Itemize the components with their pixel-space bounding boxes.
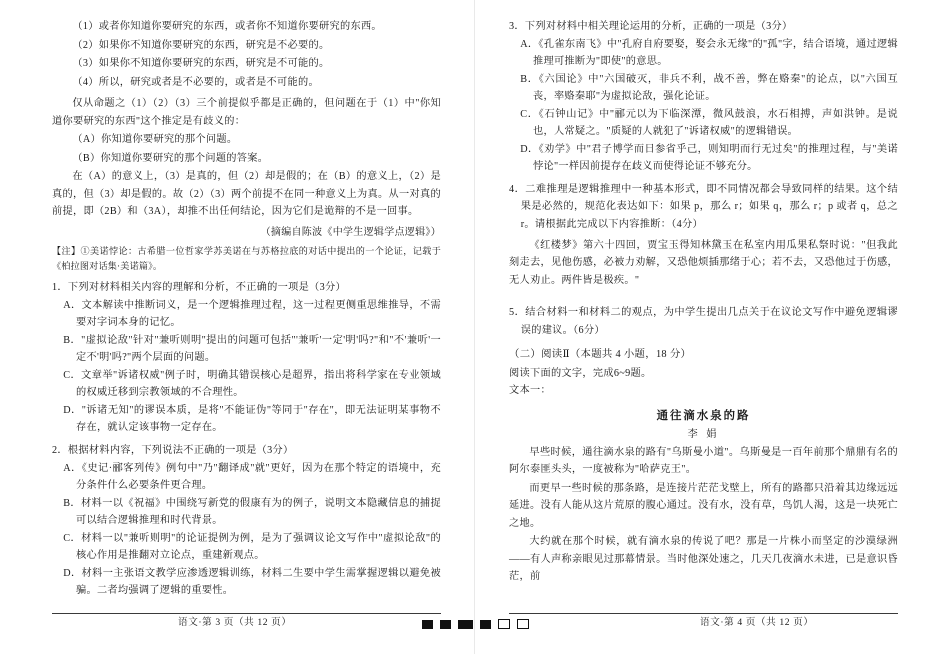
article-paragraph-2: 而更早一些时候的那条路，是连接片茫茫戈壁上，所有的路都只沿着其边缘远远延进。没有人能从这片荒原的腹心通过。没有水，没有草，鸟饥人渴，这是一块死亡之地。	[509, 482, 898, 529]
section-title: （二）阅读Ⅱ（本题共 4 小题，18 分）	[509, 349, 692, 361]
question-1-number: 1	[52, 282, 58, 294]
question-3-option-c: C．《石钟山记》中"郦元以为下临深潭，微风鼓浪，水石相搏，声如洪钟。是说也，人常疑之。"质疑的人就犯了"诉诸权威"的逻辑错误。	[520, 108, 898, 138]
question-1-option-d: D．"诉诸无知"的谬误本质，是将"不能证伪"等同于"存在"，即无法证明某事物不存在，就认定该事物一定存在。	[63, 404, 441, 434]
question-5-stem: 5．结合材料一和材料二的观点，为中学生提出几点关于在议论文写作中避免逻辑谬误的建议。（6分）	[509, 307, 898, 336]
question-2-option-a: A．《史记·郦客列传》例句中"乃"翻译成"就"更好，因为在那个特定的语境中，充分条件什么必要条件更合理。	[63, 462, 441, 492]
text-label: 文本一：	[509, 385, 551, 397]
source-attribution: （摘编自陈波《中学生逻辑学点逻辑》）	[260, 227, 441, 239]
body-paragraph-3: （B）你知道你要研究的那个问题的答案。	[72, 152, 269, 164]
question-2	[52, 442, 441, 600]
section-instruction: 阅读下面的文字，完成6~9题。	[509, 367, 652, 379]
question-2-text: 根据材料内容，下列说法不正确的一项是（3分）	[67, 445, 294, 457]
right-page-footer: 语文·第 4 页（共 12 页）	[700, 617, 814, 628]
enumerated-item-3: （3）如果你不知道你要研究的东西，研究是不可能的。	[72, 58, 330, 70]
scan-registration-marks	[382, 619, 568, 629]
enumerated-item-1: （1）或者你知道你要研究的东西，或者你不知道你要研究的东西。	[72, 21, 382, 32]
question-4-number: 4	[509, 183, 515, 195]
registration-mark-open-1	[498, 619, 510, 629]
question-4-quote: 《红楼梦》第六十四回，贾宝玉得知林黛玉在私室内用瓜果私祭时说："但我此刻走去，见他伤感，必被力劝解，又恐他烦插那绪于心；若不去，又恐他过于伤感，无人劝止。两件皆是极疾。"	[509, 239, 898, 286]
question-1-option-a: A．文本解读中推断词义，是一个逻辑推理过程，这一过程更侧重思维推导，不需要对字词本身的记忆。	[63, 299, 441, 329]
registration-mark-filled-3	[480, 620, 491, 629]
question-2-option-b: B．材料一以《祝福》中围绕写新党的假康有为的例子，说明文本隐藏信息的捕捉可以结合逻辑推理和时代背景。	[63, 497, 441, 527]
question-1-option-c: C．文章举"诉诸权威"例子时，明确其错误核心是超界，指出将科学家在专业领域的权威迁移到宗教领域的不合理性。	[63, 369, 441, 399]
article-author: 李 娟	[687, 428, 720, 440]
question-4-stem: 4．二难推理是逻辑推理中一种基本形式，即不同情况都会导致同样的结果。这个结果是必然的，规范化表达如下：如果 p，那么 r；如果 q，那么 r；p 或者 q，总之 r。请根据此完成以下内容推断：（4分）	[509, 183, 898, 231]
left-page-footer: 语文·第 3 页（共 12 页）	[178, 617, 292, 628]
article-paragraph-3: 大约就在那个时候，就有滴水泉的传说了吧？那是一片株小而坚定的沙漠绿洲——有人声称亲眼见过那幕情景。当时他深处速之，几天几夜滴水未进，已是意识昏茫，前	[509, 536, 898, 583]
question-1-text: 下列对材料相关内容的理解和分析，不正确的一项是（3分）	[67, 282, 346, 294]
question-3-option-b: B．《六国论》中"六国破灭，非兵不利，战不善，弊在赂秦"的论点，以"六国互丧，率赂秦耶"为虚拟论敌，强化论证。	[520, 73, 898, 103]
question-2-number: 2	[52, 445, 58, 457]
question-2-stem: 2．根据材料内容，下列说法不正确的一项是（3分）	[52, 445, 294, 457]
question-5-text: 结合材料一和材料二的观点，为中学生提出几点关于在议论文写作中避免逻辑谬误的建议。（6分）	[520, 307, 898, 336]
question-4	[509, 181, 898, 299]
question-1-stem: 1．下列对材料相关内容的理解和分析，不正确的一项是（3分）	[52, 282, 346, 294]
body-paragraph-2: （A）你知道你要研究的那个问题。	[72, 134, 238, 146]
article-paragraph-1: 早些时候，通往滴水泉的路有"乌斯曼小道"。乌斯曼是一百年前那个鼎鼎有名的阿尔泰匪头头，一度被称为"哈萨克王"。	[509, 446, 898, 476]
footnote: 【注】①美诺悖论：古希腊一位哲家学苏美诺在与苏格拉底的对话中提出的一个论证，记载于《柏拉图对话集·美诺篇》。	[52, 246, 441, 271]
registration-mark-bar	[458, 620, 473, 629]
question-3-number: 3	[509, 21, 515, 32]
question-3-option-d: D．《劝学》中"君子博学而日参省乎己，则知明而行无过矣"的推理过程，与"美诺悖论"一样因前提存在歧义而使得论证不够充分。	[520, 143, 898, 173]
body-paragraph-4: 在（A）的意义上，（3）是真的，但（2）却是假的；在（B）的意义上，（2）是真的，但（3）却是假的。故（2）（3）两个前提不在同一种意义上为真。从一对真的前提，即（2B）和（3A），却推不出任何结论，因为它们是诡辩的不是一回事。	[52, 171, 441, 218]
question-2-option-c: C．材料一以"兼听则明"的论证提例为例，是为了强调议论文写作中"虚拟论敌"的核心作用是推翻对立论点，重建新观点。	[63, 532, 441, 562]
registration-mark-open-2	[517, 619, 529, 629]
enumerated-item-4: （4）所以，研究或者是不必要的，或者是不可能的。	[72, 76, 319, 88]
question-1	[52, 279, 441, 437]
question-1-option-b: B．"虚拟论敌"针对"兼听则明"提出的问题可包括"'兼听'一定'明'吗?"和"不'兼听'一定不'明'吗?"两个层面的问题。	[63, 334, 441, 364]
enumerated-item-2: （2）如果你不知道你要研究的东西，研究是不必要的。	[72, 39, 330, 51]
question-4-text: 二难推理是逻辑推理中一种基本形式，即不同情况都会导致同样的结果。这个结果是必然的，规范化表达如下：如果 p，那么 r；如果 q，那么 r；p 或者 q，总之 r。请根据此完成以下内容推断：（4分）	[520, 183, 898, 231]
question-3-stem: 3．下列对材料中相关理论运用的分析，正确的一项是（3分）	[509, 21, 793, 32]
right-page	[475, 0, 950, 654]
registration-mark-filled-1	[422, 620, 433, 629]
body-paragraph-1: 仅从命题之（1）（2）（3）三个前提似乎都是正确的，但问题在于（1）中"你知道你要研究的东西"这个推定是有歧义的：	[52, 98, 441, 127]
registration-mark-filled-2	[440, 620, 451, 629]
question-5	[509, 304, 898, 339]
question-2-option-d: D．材料一主张语文教学应渗透逻辑训练，材料二生要中学生需掌握逻辑以避免被骗。二者均强调了逻辑的重要性。	[63, 567, 441, 597]
answer-space	[509, 290, 898, 299]
question-3-text: 下列对材料中相关理论运用的分析，正确的一项是（3分）	[524, 21, 793, 32]
question-5-number: 5	[509, 307, 515, 319]
article-title: 通往滴水泉的路	[656, 409, 751, 422]
question-3	[509, 18, 898, 176]
question-3-option-a: A．《孔雀东南飞》中"孔府自府要娶，娶会永无缘"的"孤"字，结合语境，通过逻辑推理可推断为"即使"的意思。	[520, 38, 898, 68]
